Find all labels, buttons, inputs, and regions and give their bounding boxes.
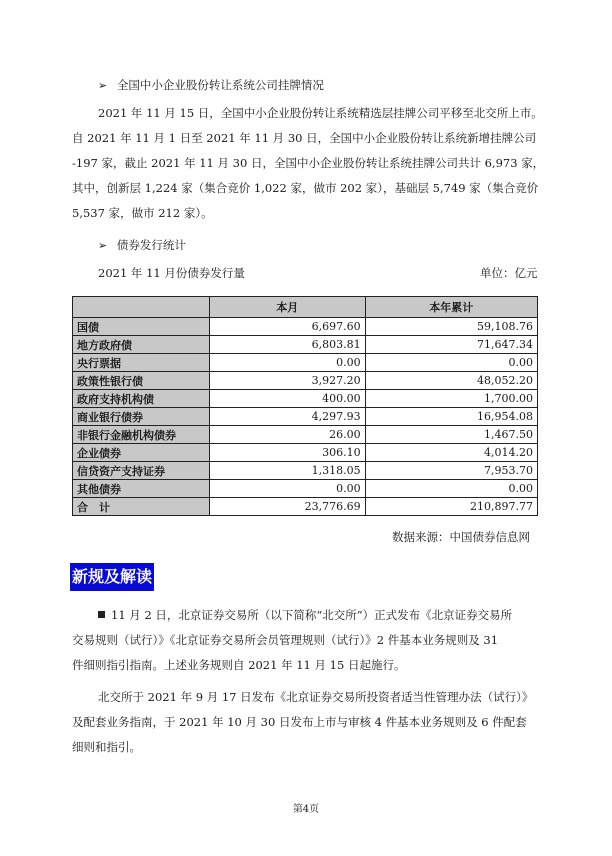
month-value-cell: 4,297.93 <box>210 408 366 426</box>
bond-category-cell: 其他债券 <box>73 480 210 498</box>
ytd-value-cell: 71,647.34 <box>365 336 537 354</box>
section1-heading-row <box>98 78 324 93</box>
ytd-value-cell: 210,897.77 <box>365 498 537 516</box>
corner-header <box>73 297 210 318</box>
ytd-value-cell: 0.00 <box>365 480 537 498</box>
section2-heading-row <box>98 238 186 253</box>
bond-category-cell: 政策性银行债 <box>73 372 210 390</box>
ytd-value-cell: 48,052.20 <box>365 372 537 390</box>
month-value-cell: 6,697.60 <box>210 318 366 336</box>
section3-para2-line-1: 北交所于 2021 年 9 月 17 日发布《北京证券交易所投资者适当性管理办法（试行）》 <box>98 690 534 704</box>
ytd-value-cell: 4,014.20 <box>365 444 537 462</box>
ytd-value-cell: 16,954.08 <box>365 408 537 426</box>
column-header-month: 本月 <box>210 297 366 318</box>
month-value-cell: 0.00 <box>210 354 366 372</box>
bond-category-cell: 信贷资产支持证券 <box>73 462 210 480</box>
table-header-row <box>73 297 538 318</box>
unit-label: 单位：亿元 <box>480 266 538 280</box>
month-value-cell: 1,318.05 <box>210 462 366 480</box>
table-row <box>73 336 538 354</box>
month-value-cell: 26.00 <box>210 426 366 444</box>
table-row <box>73 444 538 462</box>
bond-category-cell: 地方政府债 <box>73 336 210 354</box>
bond-category-cell: 企业债券 <box>73 444 210 462</box>
bond-category-cell: 政府支持机构债 <box>73 390 210 408</box>
section1-line-4: 其中，创新层 1,224 家（集合竞价 1,022 家，做市 202 家），基础层 5,749 家（集合竞价 <box>72 181 539 195</box>
section1-heading: 全国中小企业股份转让系统公司挂牌情况 <box>116 78 324 92</box>
ytd-value-cell: 0.00 <box>365 354 537 372</box>
section2-heading: 债券发行统计 <box>116 238 186 252</box>
month-value-cell: 3,927.20 <box>210 372 366 390</box>
ytd-value-cell: 1,467.50 <box>365 426 537 444</box>
month-value-cell: 23,776.69 <box>210 498 366 516</box>
square-bullet-icon <box>98 611 105 618</box>
bond-category-cell: 央行票据 <box>73 354 210 372</box>
page-number: 第4页 <box>292 804 320 815</box>
bond-issuance-table <box>72 296 538 516</box>
section-banner: 新规及解读 <box>70 563 154 591</box>
table-body <box>73 318 538 516</box>
section3-para2-line-3: 细则和指引。 <box>72 740 141 754</box>
bond-category-cell: 合 计 <box>73 498 210 516</box>
table-row <box>73 426 538 444</box>
bond-category-cell: 商业银行债券 <box>73 408 210 426</box>
table-row <box>73 498 538 516</box>
month-value-cell: 306.10 <box>210 444 366 462</box>
table-row <box>73 480 538 498</box>
column-header-ytd: 本年累计 <box>365 297 537 318</box>
section3-para1-line-1 <box>98 608 512 622</box>
table-row <box>73 408 538 426</box>
ytd-value-cell: 7,953.70 <box>365 462 537 480</box>
section3-para1-line-3: 件细则指引指南。上述业务规则自 2021 年 11 月 15 日起施行。 <box>72 658 406 672</box>
month-value-cell: 400.00 <box>210 390 366 408</box>
section1-line-2: 自 2021 年 11 月 1 日至 2021 年 11 月 30 日，全国中小企业股份转让系统新增挂牌公司 <box>72 131 537 145</box>
arrow-bullet-icon: ➢ <box>98 79 108 92</box>
ytd-value-cell: 59,108.76 <box>365 318 537 336</box>
table-caption: 2021 年 11 月份债券发行量 <box>98 266 245 280</box>
table-row <box>73 354 538 372</box>
bond-category-cell: 国债 <box>73 318 210 336</box>
section3-para1-line-2: 交易规则（试行）》《北京证券交易所会员管理规则（试行）》2 件基本业务规则及 31 <box>72 633 499 647</box>
section3-para1-text-1: 11 月 2 日，北京证券交易所（以下简称“北交所”）正式发布《北京证券交易所 <box>111 608 513 622</box>
section1-line-5: 5,537 家，做市 212 家）。 <box>72 206 213 220</box>
month-value-cell: 6,803.81 <box>210 336 366 354</box>
data-source: 数据来源：中国债券信息网 <box>392 530 530 544</box>
table-row <box>73 372 538 390</box>
arrow-bullet-icon: ➢ <box>98 239 108 252</box>
ytd-value-cell: 1,700.00 <box>365 390 537 408</box>
bond-category-cell: 非银行金融机构债券 <box>73 426 210 444</box>
table-row <box>73 462 538 480</box>
table-row <box>73 318 538 336</box>
section1-line-3: -197 家，截止 2021 年 11 月 30 日，全国中小企业股份转让系统挂牌公司共计 6,973 家， <box>72 156 545 170</box>
table-row <box>73 390 538 408</box>
section3-para2-line-2: 及配套业务指南，于 2021 年 10 月 30 日发布上市与审核 4 件基本业务规则及 6 件配套 <box>72 715 527 729</box>
month-value-cell: 0.00 <box>210 480 366 498</box>
section1-line-1: 2021 年 11 月 15 日，全国中小企业股份转让系统精选层挂牌公司平移至北交所上市。 <box>98 106 543 120</box>
